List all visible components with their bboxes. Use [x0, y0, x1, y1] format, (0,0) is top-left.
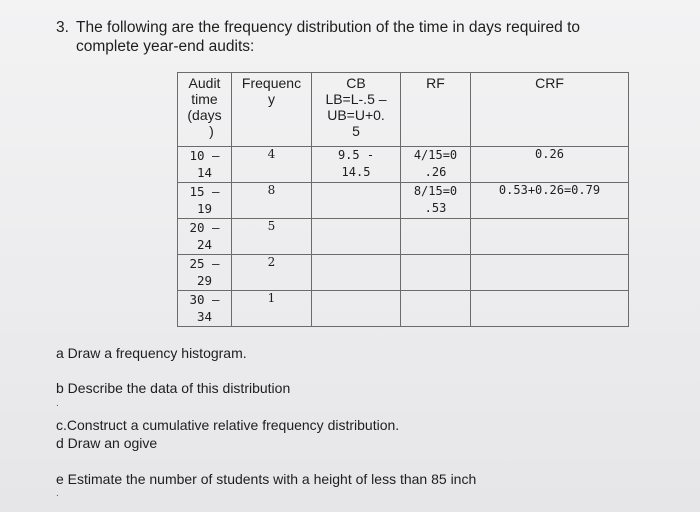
- header-text: Frequenc: [241, 75, 302, 91]
- cell-text: 9.5 -: [337, 148, 375, 162]
- table-header-row: [178, 73, 629, 147]
- cell-text: 20 –: [189, 220, 220, 235]
- cell-text: .53: [424, 201, 447, 215]
- header-frequency: [232, 73, 312, 147]
- cell-text: 34: [196, 309, 213, 324]
- stray-dot: .: [56, 398, 59, 409]
- cell-audit-time: [178, 255, 232, 291]
- header-text: 5: [352, 123, 360, 139]
- header-class-boundary: [312, 73, 401, 147]
- cell-class-boundary: [312, 219, 401, 255]
- header-text: ): [209, 123, 214, 139]
- question-line-1: The following are the frequency distribution of the time in days required to: [76, 19, 581, 36]
- cell-class-boundary: [312, 183, 401, 219]
- table-row: [178, 147, 629, 183]
- cell-cumulative-relative-frequency: [471, 255, 629, 291]
- cell-cumulative-relative-frequency: 0.53+0.26=0.79: [471, 183, 629, 219]
- table-row: [178, 183, 629, 219]
- cell-cumulative-relative-frequency: [471, 291, 629, 327]
- cell-class-boundary: [312, 291, 401, 327]
- part-a: a Draw a frequency histogram.: [56, 345, 247, 361]
- cell-audit-time: [178, 147, 232, 183]
- cell-cumulative-relative-frequency: [471, 219, 629, 255]
- header-text: Audit: [188, 75, 221, 91]
- table-row: [178, 291, 629, 327]
- cell-text: 8/15=0: [413, 184, 458, 198]
- cell-frequency: 4: [232, 147, 312, 183]
- header-text: time: [191, 91, 218, 107]
- cell-relative-frequency: [401, 183, 471, 219]
- header-text: CRF: [535, 75, 564, 91]
- cell-class-boundary: [312, 147, 401, 183]
- cell-text: 15 –: [189, 184, 220, 199]
- part-c: c.Construct a cumulative relative frequency distribution.: [56, 417, 400, 433]
- cell-text: 24: [196, 237, 213, 252]
- cell-text: 14.5: [341, 165, 371, 179]
- cell-text: 25 –: [189, 256, 220, 271]
- cell-audit-time: [178, 183, 232, 219]
- cell-relative-frequency: [401, 291, 471, 327]
- cell-frequency: 2: [232, 255, 312, 291]
- stray-dot: .: [56, 488, 59, 499]
- part-b: b Describe the data of this distribution: [56, 380, 291, 396]
- cell-text: .26: [424, 165, 447, 179]
- question-number: 3.: [56, 19, 69, 36]
- cell-relative-frequency: [401, 255, 471, 291]
- header-text: CB: [346, 75, 366, 91]
- cell-text: 14: [196, 165, 213, 180]
- header-text: RF: [426, 75, 445, 91]
- part-d: d Draw an ogive: [56, 435, 158, 451]
- cell-frequency: 1: [232, 291, 312, 327]
- header-relative-frequency: [401, 73, 471, 147]
- cell-text: 4/15=0: [413, 148, 458, 162]
- cell-text: 19: [196, 201, 213, 216]
- frequency-table: [177, 72, 629, 327]
- table-row: [178, 255, 629, 291]
- part-e: e Estimate the number of students with a height of less than 85 inch: [56, 471, 477, 487]
- cell-class-boundary: [312, 255, 401, 291]
- header-text: UB=U+0.: [327, 107, 385, 123]
- header-text: LB=L-.5 –: [325, 91, 387, 107]
- cell-audit-time: [178, 291, 232, 327]
- table-row: [178, 219, 629, 255]
- question-text: [56, 18, 656, 56]
- cell-text: 30 –: [189, 292, 220, 307]
- cell-frequency: 8: [232, 183, 312, 219]
- header-audit-time: [178, 73, 232, 147]
- cell-text: 29: [196, 273, 213, 288]
- cell-text: 10 –: [189, 148, 220, 163]
- cell-relative-frequency: [401, 219, 471, 255]
- header-cumulative-relative-frequency: [471, 73, 629, 147]
- question-line-2: complete year-end audits:: [76, 38, 255, 55]
- cell-relative-frequency: [401, 147, 471, 183]
- header-text: (days: [187, 107, 222, 123]
- header-text: y: [268, 91, 275, 107]
- cell-cumulative-relative-frequency: 0.26: [471, 147, 629, 183]
- cell-frequency: 5: [232, 219, 312, 255]
- cell-audit-time: [178, 219, 232, 255]
